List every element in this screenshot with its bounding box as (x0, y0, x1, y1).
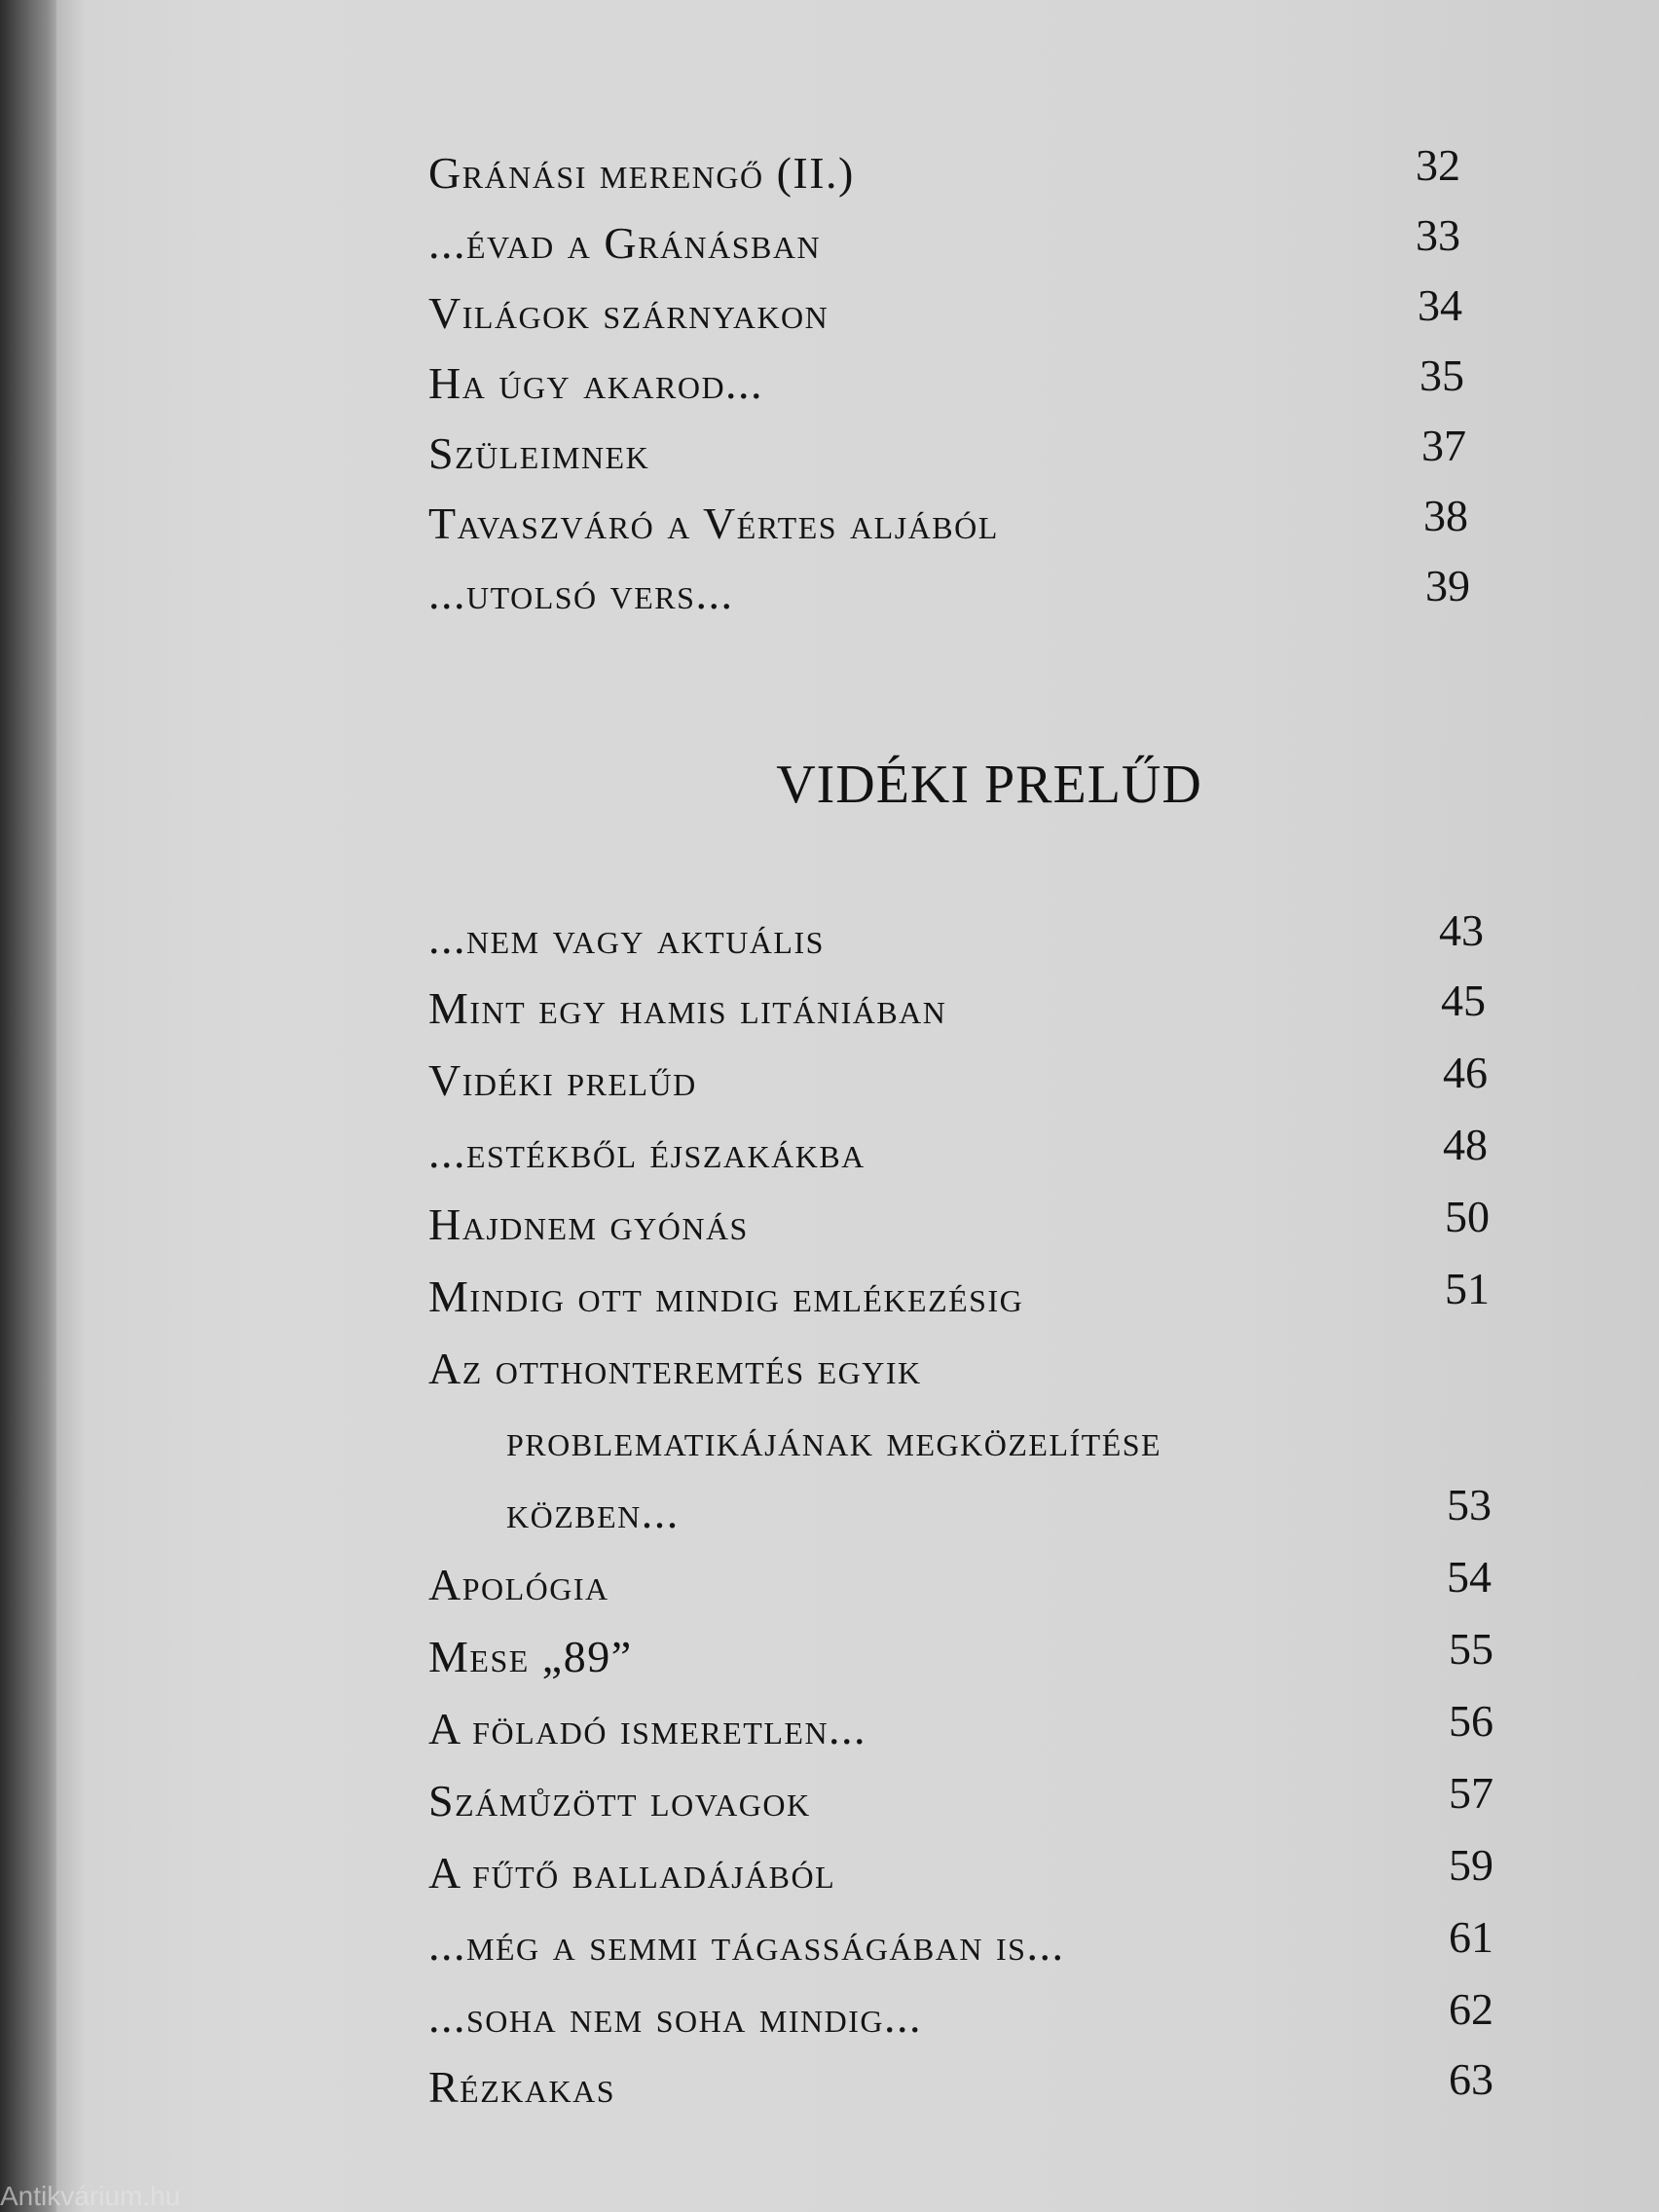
toc-entry (428, 1910, 1659, 1980)
toc-entry-title: Számůzött lovagok (428, 1776, 811, 1825)
toc-entry (428, 278, 1659, 349)
toc-entry-title: A fűtő balladájából (428, 1848, 836, 1898)
toc-entry-page: 59 (1449, 1840, 1493, 1890)
toc-entry-title: közben... (506, 1488, 680, 1537)
toc-entry-title: ...évad a Gránásban (428, 218, 822, 268)
toc-entry (428, 208, 1659, 278)
toc-entry-page: 62 (1449, 1984, 1493, 2034)
toc-entry (428, 1982, 1659, 2052)
toc-entry (428, 1406, 1659, 1476)
toc-entry-title: ...estékből éjszakákba (428, 1127, 866, 1177)
toc-entry-title: Ha úgy akarod... (428, 358, 764, 408)
book-page (56, 0, 1659, 2212)
toc-entry (428, 1550, 1659, 1620)
toc-entry-title: Az otthonteremtés egyik (428, 1344, 922, 1393)
toc-entry-page: 63 (1449, 2054, 1493, 2104)
toc-entry-title: A föladó ismeretlen... (428, 1704, 867, 1753)
toc-entry-page: 51 (1445, 1264, 1490, 1313)
toc-entry-title: Vidéki prelűd (428, 1055, 697, 1105)
toc-entry (428, 903, 1659, 974)
toc-entry (428, 559, 1659, 629)
toc-entry-page: 53 (1447, 1480, 1492, 1530)
toc-entry-title: Mindig ott mindig emlékezésig (428, 1272, 1024, 1321)
toc-entry-page: 35 (1419, 350, 1464, 400)
toc-entry-page: 43 (1439, 905, 1484, 955)
toc-entry (428, 138, 1659, 208)
toc-entry-title: Mese „89” (428, 1632, 633, 1681)
toc-entry-page: 38 (1423, 491, 1468, 540)
toc-entry (428, 489, 1659, 559)
toc-entry (428, 1766, 1659, 1836)
toc-entry-title: Mint egy hamis litániában (428, 983, 947, 1033)
toc-entry-page: 56 (1449, 1696, 1493, 1746)
toc-entry-title: ...utolsó vers... (428, 569, 734, 618)
toc-entry (428, 1622, 1659, 1692)
toc-entry-title: Szüleimnek (428, 428, 650, 478)
toc-entry (428, 2052, 1659, 2122)
section-heading: VIDÉKI PRELŰD (776, 755, 1202, 815)
toc-entry (428, 1838, 1659, 1908)
toc-entry (428, 1118, 1659, 1188)
toc-entry-title: ...soha nem soha mindig... (428, 1992, 922, 2042)
toc-entry-page: 39 (1425, 561, 1470, 610)
toc-entry-page: 33 (1416, 210, 1460, 260)
toc-entry (428, 419, 1659, 489)
toc-entry (428, 1694, 1659, 1764)
toc-entry-page: 54 (1447, 1552, 1492, 1602)
toc-entry-title: Hajdnem gyónás (428, 1199, 749, 1249)
toc-entry-title: Rézkakas (428, 2062, 616, 2112)
toc-entry-page: 32 (1416, 140, 1460, 190)
toc-entry (428, 1046, 1659, 1116)
toc-entry (428, 1334, 1659, 1404)
toc-entry-page: 45 (1441, 976, 1486, 1025)
toc-entry-page: 46 (1443, 1048, 1488, 1097)
toc-entry (428, 1478, 1659, 1548)
toc-entry-title: Tavaszváró a Vértes aljából (428, 498, 999, 548)
toc-entry-title: Világok szárnyakon (428, 288, 830, 338)
toc-entry (428, 1262, 1659, 1332)
toc-entry-page: 61 (1449, 1912, 1493, 1962)
toc-entry-title: Apológia (428, 1560, 609, 1609)
toc-entry-title: problematikájának megközelítése (506, 1416, 1162, 1465)
toc-entry (428, 974, 1659, 1044)
toc-entry-page: 34 (1418, 280, 1462, 330)
toc-entry-page: 55 (1449, 1624, 1493, 1674)
book-binding-edge (0, 0, 56, 2212)
toc-entry-title: ...még a semmi tágasságában is... (428, 1920, 1065, 1970)
toc-entry-title: ...nem vagy aktuális (428, 913, 825, 963)
watermark: Antikvárium.hu (0, 2181, 181, 2211)
toc-entry-page: 57 (1449, 1768, 1493, 1818)
toc-entry (428, 349, 1659, 419)
toc-entry-page: 37 (1421, 421, 1466, 470)
toc-entry-page: 48 (1443, 1120, 1488, 1169)
toc-entry (428, 1190, 1659, 1260)
toc-entry-page: 50 (1445, 1192, 1490, 1241)
toc-entry-title: Gránási merengő (II.) (428, 148, 855, 198)
